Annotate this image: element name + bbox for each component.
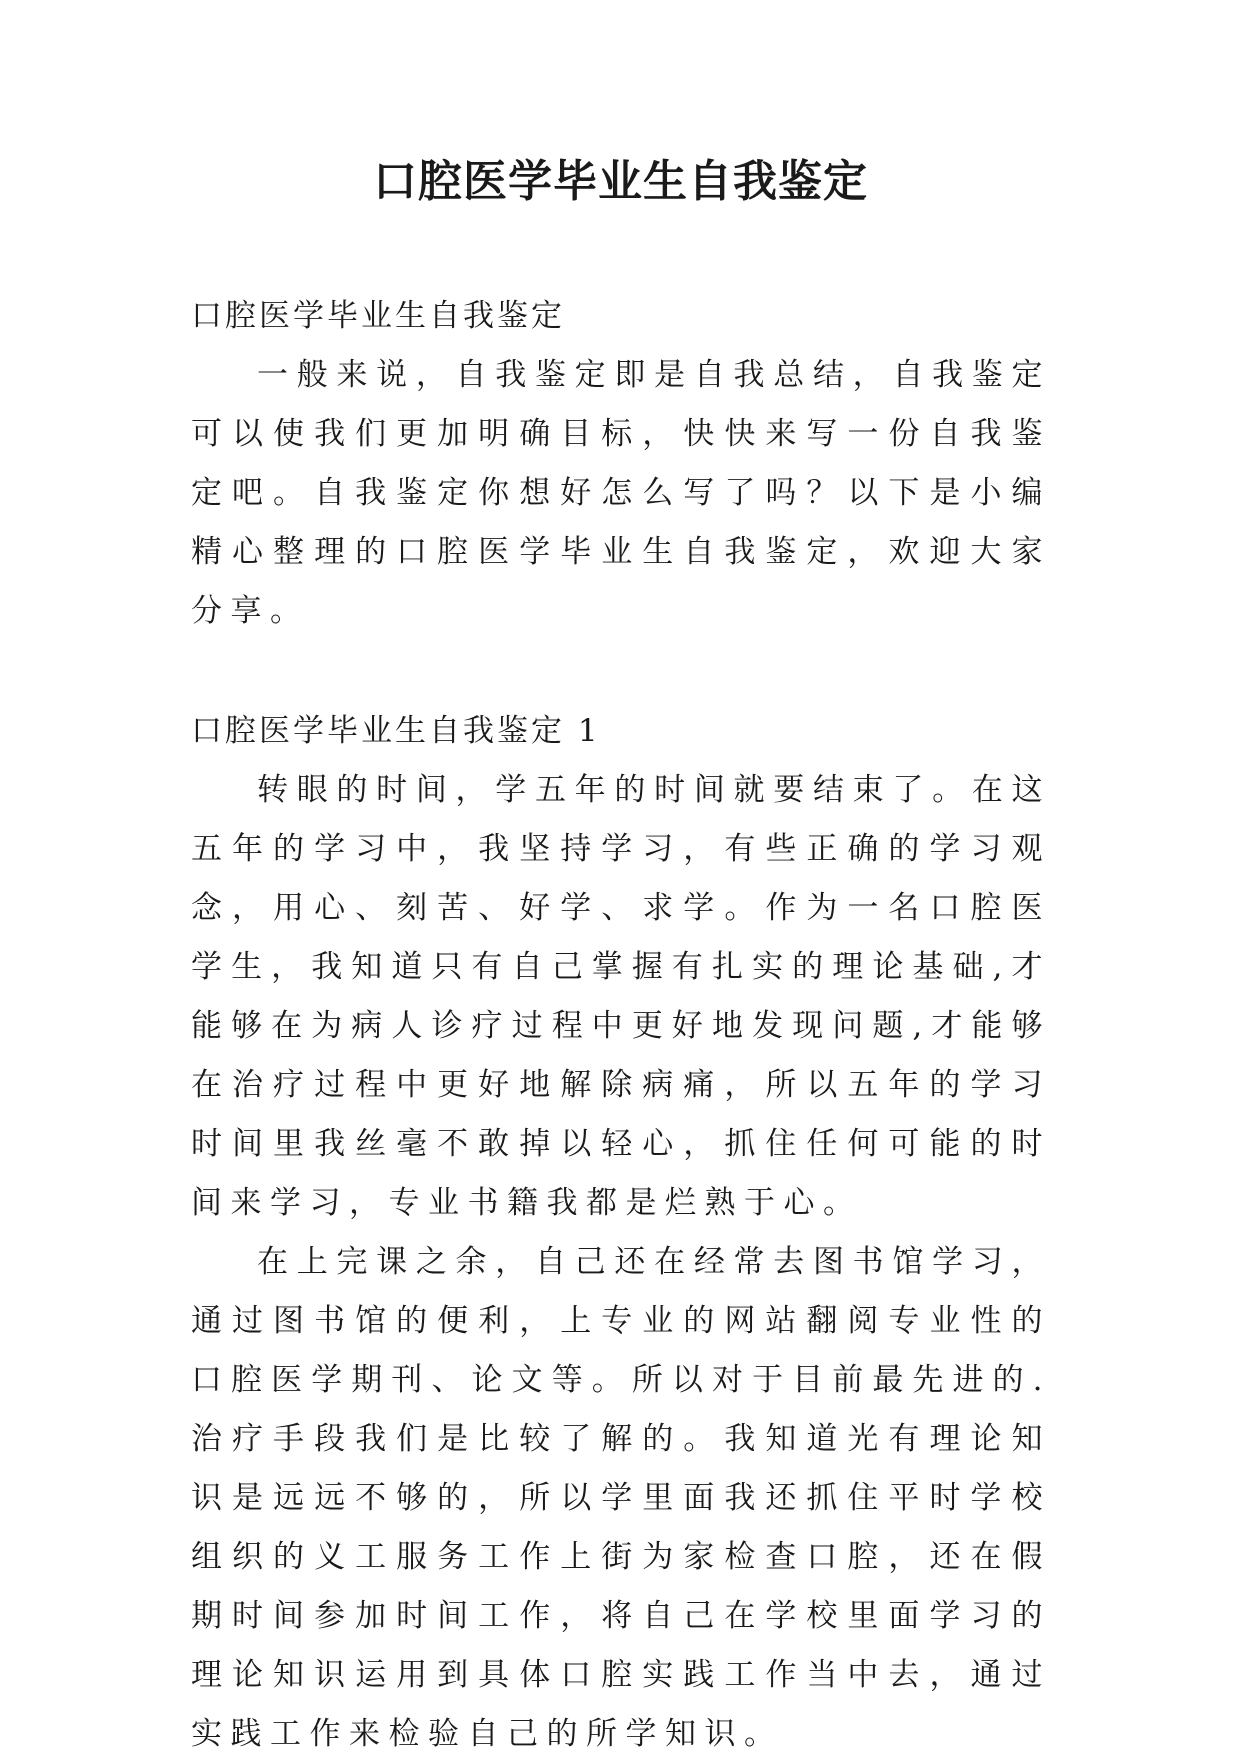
section-spacer [191, 641, 1051, 701]
section1-heading: 口腔医学毕业生自我鉴定 1 [191, 713, 601, 749]
document-title: 口腔医学毕业生自我鉴定 [373, 156, 868, 207]
intro-paragraph: 一般来说，自我鉴定即是自我总结，自我鉴定可以使我们更加明确目标，快快来写一份自我鉴定吧。自我鉴定你想好怎么写了吗？以下是小编精心整理的口腔医学毕业生自我鉴定，欢迎大家分享。 [191, 357, 1051, 629]
section1-paragraph-1: 转眼的时间，学五年的时间就要结束了。在这五年的学习中，我坚持学习，有些正确的学习观念，用心、刻苦、好学、求学。作为一名口腔医学生，我知道只有自己掌握有扎实的理论基础,才能够在为病人诊疗过程中更好地发现问题,才能够在治疗过程中更好地解除病痛，所以五年的学习时间里我丝毫不敢掉以轻心，抓住任何可能的时间来学习，专业书籍我都是烂熟于心。 [191, 772, 1051, 1221]
section1-paragraph-2: 在上完课之余，自己还在经常去图书馆学习，通过图书馆的便利，上专业的网站翻阅专业性的口腔医学期刊、论文等。所以对于目前最先进的.治疗手段我们是比较了解的。我知道光有理论知识是远远不够的，所以学里面我还抓住平时学校组织的义工服务工作上街为家检查口腔，还在假期时间参加时间工作，将自己在学校里面学习的理论知识运用到具体口腔实践工作当中去，通过实践工作来检验自己的所学知识。 [191, 1244, 1051, 1752]
intro-heading: 口腔医学毕业生自我鉴定 [191, 298, 565, 334]
document-body [191, 286, 1051, 1764]
